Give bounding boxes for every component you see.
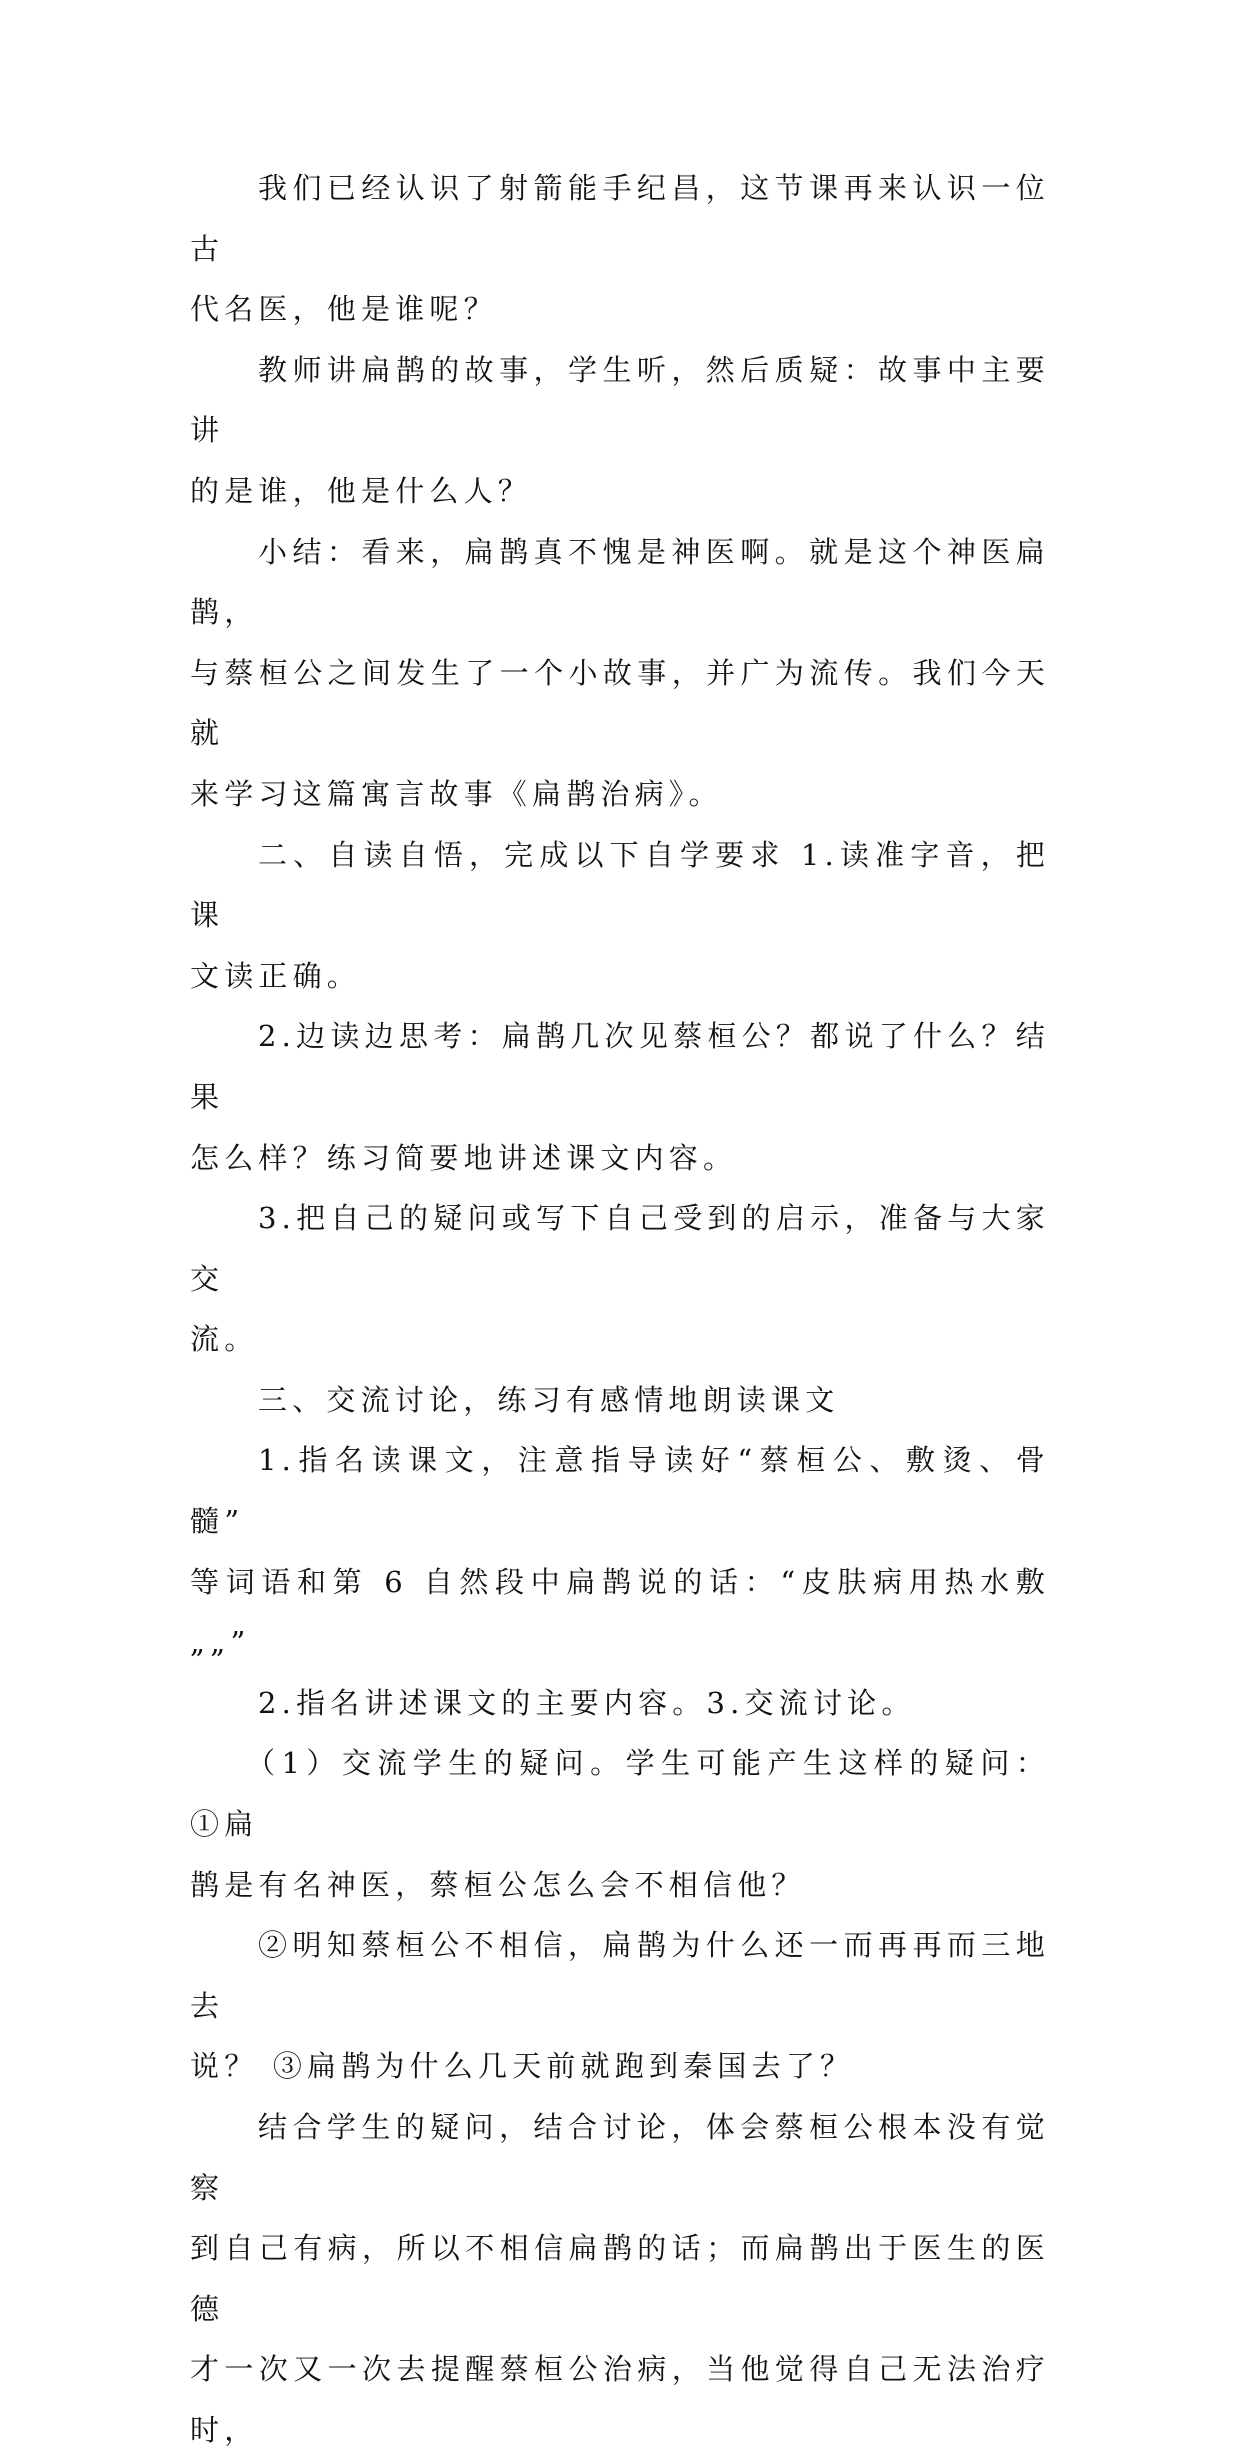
paragraph-line: 三、交流讨论，练习有感情地朗读课文 [258, 1382, 840, 1417]
paragraph-line: 教师讲扁鹊的故事，学生听，然后质疑：故事中主要讲 [190, 352, 1050, 448]
paragraph-line: 3.把自己的疑问或写下自己受到的启示，准备与大家交 [190, 1201, 1050, 1296]
paragraph-line: 等词语和第 6 自然段中扁鹊说的话：“皮肤病用热水敷„„” [190, 1564, 1050, 1660]
paragraph-line: 流。 [190, 1322, 259, 1357]
paragraph-10 [190, 1733, 1050, 1915]
paragraph-8 [190, 1430, 1050, 1672]
paragraph-3 [190, 522, 1050, 825]
paragraph-line: 代名医，他是谁呢？ [190, 292, 498, 327]
paragraph-line: 的是谁，他是什么人？ [190, 473, 533, 508]
paragraph-line: 才一次又一次去提醒蔡桓公治病，当他觉得自己无法治疗时， [190, 2352, 1050, 2447]
paragraph-4 [190, 825, 1050, 1007]
document-body [190, 158, 1050, 2461]
paragraph-1 [190, 158, 1050, 340]
paragraph-line: 1.指名读课文，注意指导读好“蔡桓公、敷烫、骨髓” [190, 1443, 1050, 1539]
paragraph-5 [190, 1006, 1050, 1188]
paragraph-line: （1）交流学生的疑问。学生可能产生这样的疑问： ①扁 [190, 1746, 1050, 1842]
paragraph-line: 文读正确。 [190, 958, 362, 993]
paragraph-line: 来学习这篇寓言故事《扁鹊治病》。 [190, 776, 723, 811]
paragraph-line: ②明知蔡桓公不相信，扁鹊为什么还一而再再而三地去 [190, 1928, 1050, 2023]
paragraph-line: 到自己有病，所以不相信扁鹊的话；而扁鹊出于医生的医德 [190, 2231, 1050, 2326]
paragraph-12 [190, 2097, 1050, 2461]
paragraph-line: 2.边读边思考：扁鹊几次见蔡桓公？都说了什么？结果 [190, 1019, 1050, 1114]
paragraph-line: 鹊是有名神医，蔡桓公怎么会不相信他？ [190, 1867, 806, 1902]
paragraph-line: 二、自读自悟，完成以下自学要求 1.读准字音，把课 [190, 837, 1050, 933]
paragraph-line: 与蔡桓公之间发生了一个小故事，并广为流传。我们今天就 [190, 655, 1050, 751]
paragraph-line: 结合学生的疑问，结合讨论，体会蔡桓公根本没有觉察 [190, 2110, 1050, 2205]
paragraph-11 [190, 1915, 1050, 2097]
paragraph-line: 2.指名讲述课文的主要内容。3.交流讨论。 [258, 1685, 916, 1720]
paragraph-6 [190, 1188, 1050, 1370]
paragraph-2 [190, 340, 1050, 522]
paragraph-line: 我们已经认识了射箭能手纪昌，这节课再来认识一位古 [190, 171, 1050, 266]
paragraph-9 [190, 1673, 1050, 1734]
paragraph-line: 说？ ③扁鹊为什么几天前就跑到秦国去了？ [190, 2049, 855, 2084]
paragraph-line: 小结：看来，扁鹊真不愧是神医啊。就是这个神医扁鹊， [190, 534, 1050, 630]
paragraph-line: 怎么样？练习简要地讲述课文内容。 [190, 1140, 738, 1175]
paragraph-7-heading [190, 1370, 1050, 1431]
